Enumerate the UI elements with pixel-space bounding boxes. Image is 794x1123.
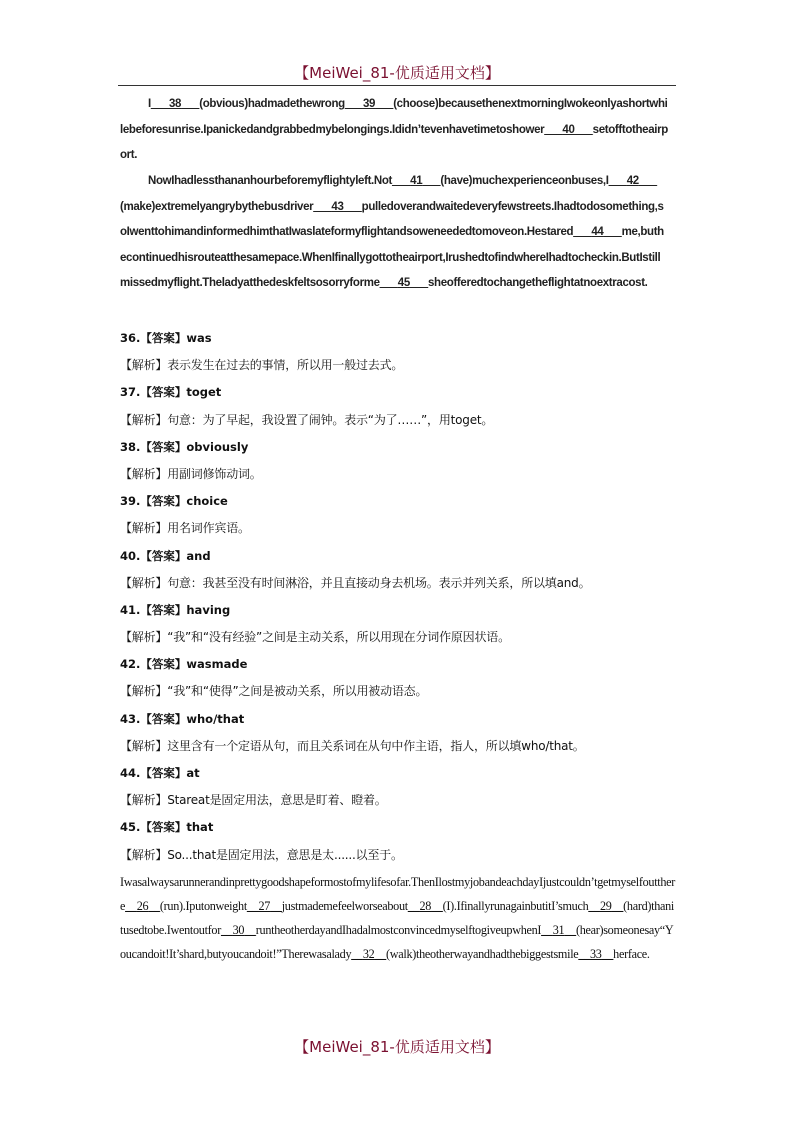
blank-43: ___43___ (313, 200, 362, 213)
paragraph-1 (120, 92, 668, 169)
explanation-40: 【解析】句意：我甚至没有时间淋浴，并且直接动身去机场。表示并列关系，所以填and。 (120, 575, 591, 590)
page-footer: 【MeiWei_81-优质适用文档】 (294, 1038, 500, 1056)
blank-39: ___39___ (344, 98, 394, 110)
explanation-41: 【解析】“我”和“没有经验”之间是主动关系，所以用现在分词作原因状语。 (120, 630, 510, 645)
blank-40: ___40___ (544, 123, 593, 136)
text: pulledoverandwaitedeveryfewstreets.Ihadtodosomething,soIwenttohimandinformedhimthatIwaslateformyflightandsoweneededtomoveon.Hestared (120, 200, 664, 239)
blank-29: __29__ (588, 899, 624, 913)
explanation-45: 【解析】So...that是固定用法，意思是太......以至于。 (120, 847, 403, 862)
text: (obvious)hadmadethewrong (199, 98, 345, 110)
answer-list (120, 325, 680, 869)
blank-31: __31__ (541, 923, 576, 937)
answer-39: 39.【答案】choice (120, 494, 228, 509)
blank-33: __33__ (578, 947, 614, 961)
text: NowIhadlessthananhourbeforemyflightyleft.Not (148, 175, 393, 187)
text: runtheotherdayandIhadalmostconvincedmyselftogiveupwhenI (255, 923, 542, 937)
text: justmademefeelworseabout (281, 899, 408, 913)
paragraph-2 (120, 169, 668, 297)
answer-38: 38.【答案】obviously (120, 439, 249, 454)
text: herface. (613, 947, 650, 961)
blank-26: __26__ (125, 899, 160, 913)
blank-38: ___38___ (150, 98, 200, 110)
text: (run).Iputonweight (159, 899, 247, 913)
answer-41: 41.【答案】having (120, 602, 231, 617)
explanation-38: 【解析】用副词修饰动词。 (120, 466, 262, 481)
page-header: 【MeiWei_81-优质适用文档】 (294, 64, 500, 82)
text: (hear)someonesay“Youcandoit!It’shard,butyoucandoit!”Therewasalady (120, 923, 674, 961)
explanation-39: 【解析】用名词作宾语。 (120, 521, 250, 536)
blank-28: __28__ (407, 899, 443, 913)
header-rule (118, 85, 676, 86)
answer-43: 43.【答案】who/that (120, 711, 245, 726)
blank-27: __27__ (246, 899, 282, 913)
text: I (148, 98, 151, 110)
text: (choose)becausethenextmorningIwokeonlyashortwhilebeforesunrise.Ipanickedandgrabbedmybelongings.Ididn’tevenhavetimetoshower (120, 98, 668, 136)
answer-44: 44.【答案】at (120, 766, 200, 780)
blank-42: ___42___ (608, 175, 657, 187)
blank-44: ___44___ (573, 226, 622, 239)
passage-26-33 (120, 870, 676, 966)
text: Iwasalwaysarunnerandinprettygoodshapeformostofmylifesofar.ThenIlostmyjobandeachdayIjustcouldn’tgetmyselfoutthere (120, 875, 676, 913)
blank-41: ___41___ (392, 175, 441, 187)
text: (I).IfinallyrunagainbutitI’smuch (442, 899, 589, 913)
explanation-36: 【解析】表示发生在过去的事情，所以用一般过去式。 (120, 358, 404, 373)
text: (walk)theotherwayandhadthebiggestsmile (386, 947, 579, 961)
explanation-37: 【解析】句意：为了早起，我设置了闹钟。表示“为了……”，用toget。 (120, 412, 494, 427)
text: sheofferedtochangetheflightatnoextracost. (428, 277, 648, 290)
blank-30: __30__ (221, 923, 256, 937)
answer-37: 37.【答案】toget (120, 385, 222, 400)
answer-42: 42.【答案】wasmade (120, 657, 248, 672)
explanation-44: 【解析】Stareat是固定用法，意思是盯着、瞪着。 (120, 793, 387, 808)
text: (make)extremelyangrybythebusdriver (120, 200, 314, 213)
explanation-42: 【解析】“我”和“使得”之间是被动关系，所以用被动语态。 (120, 684, 428, 699)
text: me,buthecontinuedhisrouteatthesamepace.WhenIfinallygottotheairport,IrushedtofindwhereIhadtocheckin.ButIstillmissedmyflight.Theladyatthedeskfeltsosorryforme (120, 226, 664, 290)
text: setofftotheairport. (120, 123, 668, 162)
answer-40: 40.【答案】and (120, 548, 211, 563)
answer-36: 36.【答案】was (120, 331, 212, 345)
explanation-43: 【解析】这里含有一个定语从句，而且关系词在从句中作主语，指人，所以填who/that。 (120, 738, 585, 753)
text: (have)muchexperienceonbuses,I (440, 175, 609, 187)
blank-32: __32__ (351, 947, 387, 961)
answer-45: 45.【答案】that (120, 820, 214, 835)
blank-45: ___45___ (379, 277, 429, 290)
text: (hard)thanitusedtobe.Iwentoutfor (120, 899, 674, 937)
